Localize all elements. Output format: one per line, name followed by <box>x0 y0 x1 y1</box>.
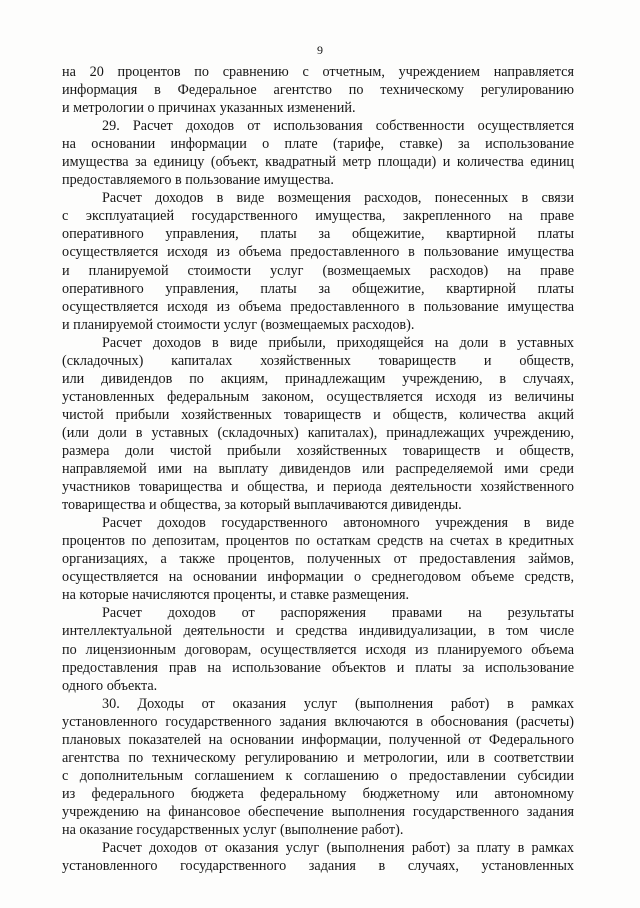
paragraph <box>62 117 574 189</box>
text-line: на основании информации о плате (тарифе, ставке) за использование <box>62 136 574 153</box>
text-line: (или доли в уставных (складочных) капиталах), принадлежащих учреждению, <box>62 424 574 441</box>
text-line: Расчет доходов в виде прибыли, приходящейся на доли в уставных <box>102 334 574 351</box>
text-line: организациях, а также процентов, полученных от предоставления займов, <box>62 551 574 568</box>
text-line: чистой прибыли хозяйственных товариществ и обществ, количества акций <box>62 406 574 423</box>
text-line: установленного государственного задания включаются в обоснования (расчеты) <box>62 713 574 730</box>
document-body <box>62 63 574 875</box>
text-line: осуществляется на основании информации о среднегодовом объеме средств, <box>62 569 574 586</box>
text-line: участников товарищества и общества, и периода деятельности хозяйственного <box>62 479 574 496</box>
text-line: интеллектуальной деятельности и средства индивидуализации, в том числе <box>62 623 574 640</box>
paragraph <box>62 63 574 117</box>
text-line: (складочных) капиталах хозяйственных товариществ и обществ, <box>62 352 574 369</box>
text-line: 30. Доходы от оказания услуг (выполнения работ) в рамках <box>102 695 574 712</box>
text-line: Расчет доходов государственного автономного учреждения в виде <box>102 515 574 532</box>
text-line: на которые начисляются проценты, и ставке размещения. <box>62 587 410 604</box>
text-line: осуществляется исходя из объема предоставленного в пользование имущества <box>62 244 574 261</box>
text-line: плановых показателей на основании информации, полученной от Федерального <box>62 731 574 748</box>
text-line: из федерального бюджета федеральному бюджетному или автономному <box>62 785 574 802</box>
paragraph <box>62 334 574 514</box>
text-line: имущества за единицу (объект, квадратный метр площади) и количества единиц <box>62 154 574 171</box>
text-line: Расчет доходов в виде возмещения расходов, понесенных в связи <box>102 190 574 207</box>
paragraph <box>62 695 574 839</box>
text-line: 29. Расчет доходов от использования собственности осуществляется <box>102 118 574 135</box>
text-line: процентов по депозитам, процентов по остаткам средств на счетах в кредитных <box>62 533 574 550</box>
text-line: и планируемой стоимости услуг (возмещаемых расходов) на праве <box>62 262 574 279</box>
text-line: осуществляется исходя из объема предоставленного в пользование имущества <box>62 298 574 315</box>
text-line: оперативного управления, платы за общежитие, квартирной платы <box>62 280 574 297</box>
paragraph <box>62 839 574 875</box>
text-line: товарищества и общества, за который выплачиваются дивиденды. <box>62 497 462 514</box>
text-line: информация в Федеральное агентство по техническому регулированию <box>62 82 574 99</box>
text-line: направляемой ими на выплату дивидендов или распределяемой ими среди <box>62 461 574 478</box>
text-line: агентства по техническому регулированию и метрологии, или в соответствии <box>62 749 574 766</box>
text-line: предоставления прав на использование объектов и платы за использование <box>62 659 574 676</box>
text-line: Расчет доходов от оказания услуг (выполнения работ) за плату в рамках <box>102 840 574 857</box>
text-line: размера доли чистой прибыли хозяйственных товариществ и обществ, <box>62 442 574 459</box>
paragraph <box>62 189 574 333</box>
text-line: учреждению на финансовое обеспечение выполнения государственного задания <box>62 803 574 820</box>
text-line: установленного государственного задания в случаях, установленных <box>62 858 574 875</box>
text-line: предоставляемого в пользование имущества. <box>62 172 334 189</box>
text-line: установленных федеральным законом, осуществляется исходя из величины <box>62 388 574 405</box>
text-line: по лицензионным договорам, осуществляется исходя из планируемого объема <box>62 641 574 658</box>
text-line: и метрологии о причинах указанных изменений. <box>62 100 356 117</box>
text-line: и планируемой стоимости услуг (возмещаемых расходов). <box>62 316 415 333</box>
text-line: или дивидендов по акциям, принадлежащим учреждению, в случаях, <box>62 370 574 387</box>
text-line: с дополнительным соглашением к соглашению о предоставлении субсидии <box>62 767 574 784</box>
paragraph <box>62 514 574 604</box>
text-line: с эксплуатацией государственного имущества, закрепленного на праве <box>62 208 574 225</box>
text-line: на 20 процентов по сравнению с отчетным, учреждением направляется <box>62 64 574 80</box>
text-line: на оказание государственных услуг (выполнение работ). <box>62 821 404 838</box>
text-line: одного объекта. <box>62 677 158 694</box>
text-line: Расчет доходов от распоряжения правами на результаты <box>102 605 574 622</box>
page-number: 9 <box>317 43 323 57</box>
paragraph <box>62 604 574 694</box>
text-line: оперативного управления, платы за общежитие, квартирной платы <box>62 226 574 243</box>
